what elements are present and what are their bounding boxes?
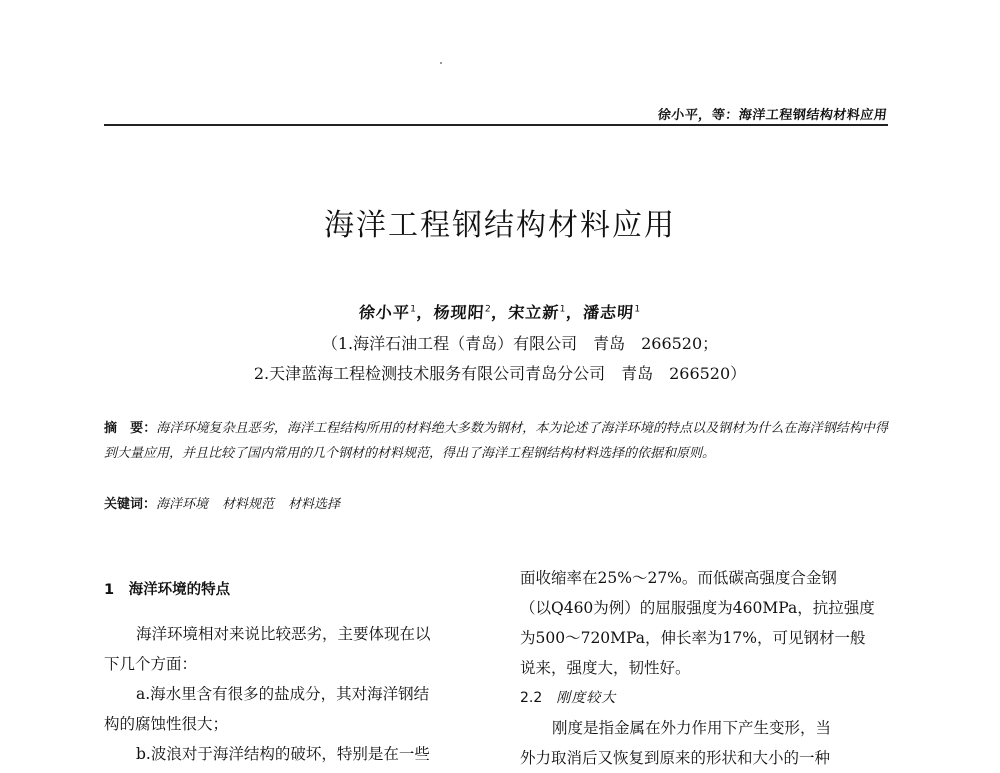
abstract-label: 摘 要： — [104, 421, 157, 436]
body-line: 刚度是指金属在外力作用下产生变形，当 — [552, 719, 832, 737]
subsection-title: 刚度较大 — [556, 690, 617, 706]
keyword: 材料规范 — [222, 497, 275, 512]
body-line: 下几个方面： — [104, 655, 198, 673]
body-line: a.海水里含有很多的盐成分，其对海洋钢结 — [136, 685, 430, 703]
body-line: 为500～720MPa，伸长率为17%，可见钢材一般 — [520, 629, 866, 647]
scan-dot — [440, 62, 442, 64]
body-line: 面收缩率在25%～27%。而低碳高强度合金钢 — [520, 569, 837, 587]
running-head: 徐小平，等：海洋工程钢结构材料应用 — [657, 108, 889, 123]
abstract — [104, 416, 888, 466]
section-heading: 1 海洋环境的特点 — [104, 582, 231, 598]
subsection-heading — [520, 683, 888, 713]
affiliation-line: 2.天津蓝海工程检测技术服务有限公司青岛分公司 青岛 266520） — [253, 364, 747, 383]
author-affiliation-mark: 1 — [559, 304, 567, 315]
author-list: 徐小平$^1$，杨现阳$^2$，宋立新$^1$，潘志明$^1$ — [358, 303, 642, 322]
body-line: 构的腐蚀性很大； — [104, 715, 229, 733]
body-line: b.波浪对于海洋结构的破坏，特别是在一些 — [136, 745, 430, 763]
author-affiliation-mark: 1 — [409, 304, 418, 315]
left-column — [104, 575, 474, 769]
author-name: 宋立新 — [507, 303, 561, 322]
keywords-label: 关键词： — [104, 497, 157, 512]
author-name: 潘志明 — [582, 303, 635, 322]
body-line: 海洋环境相对来说比较恶劣，主要体现在以 — [136, 625, 431, 643]
keywords — [104, 493, 354, 512]
keyword: 材料选择 — [288, 497, 341, 512]
paper-title: 海洋工程钢结构材料应用 — [324, 208, 676, 243]
body-line: （以Q460为例）的屈服强度为460MPa，抗拉强度 — [520, 599, 875, 617]
author-affiliation-mark: 1 — [634, 304, 642, 315]
header-rule — [104, 124, 888, 126]
subsection-number: 2.2 — [520, 690, 543, 706]
author-name: 杨现阳 — [433, 303, 486, 322]
affiliation-line: （1.海洋石油工程（青岛）有限公司 青岛 266520； — [321, 334, 719, 353]
body-line: 外力取消后又恢复到原来的形状和大小的一种 — [520, 749, 831, 767]
body-line: 说来，强度大，韧性好。 — [520, 659, 691, 677]
abstract-text: 海洋环境复杂且恶劣，海洋工程结构所用的材料绝大多数为钢材，本为论述了海洋环境的特点以及钢材为什么在海洋钢结构中得到大量应用，并且比较了国内常用的几个钢材的材料规范，得出了海洋工程钢结构材料选择的依据和原则。 — [104, 421, 888, 461]
keyword: 海洋环境 — [156, 497, 209, 512]
author-affiliation-mark: 2 — [484, 304, 492, 315]
right-column — [520, 563, 888, 773]
author-name: 徐小平 — [358, 303, 411, 322]
